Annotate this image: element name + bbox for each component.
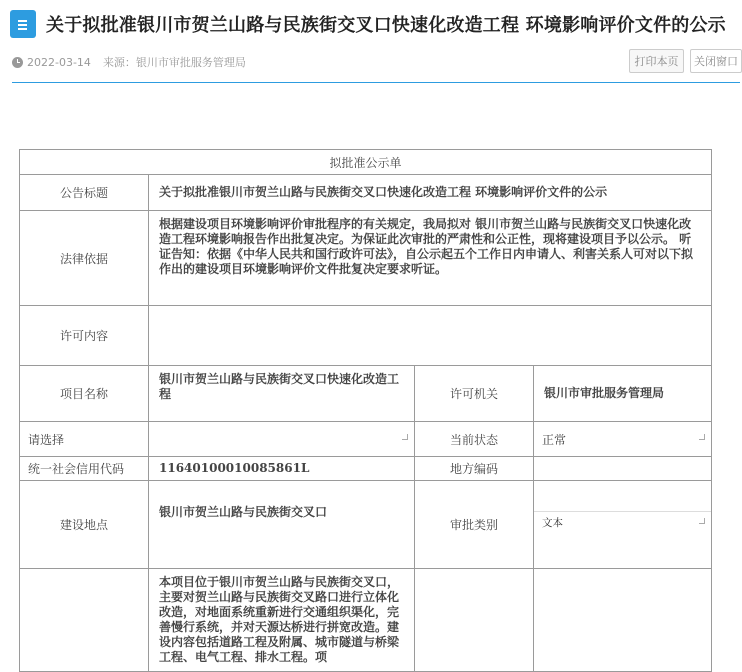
document-icon	[10, 10, 36, 38]
meta-line	[12, 54, 246, 70]
summary-value: 本项目位于银川市贺兰山路与民族街交叉口，主要对贺兰山路与民族街交叉路口进行立体化改造，对地面系统重新进行交通组织渠化，完善慢行系统，并对天源达桥进行拼宽改造。建设内容包括道路工程及附属、城市隧道与桥梁工程、电气工程、排水工程。项	[149, 569, 415, 672]
title-label: 公告标题	[20, 175, 149, 211]
clock-icon	[12, 57, 23, 68]
print-button[interactable]: 打印本页	[629, 49, 684, 73]
approval-type-value: 文本	[542, 517, 563, 529]
credit-code-label: 统一社会信用代码	[20, 457, 149, 481]
title-bar	[10, 8, 740, 40]
resize-corner-icon	[699, 518, 705, 524]
summary-empty-cell	[415, 569, 534, 672]
category-select-arrow-cell[interactable]	[149, 422, 415, 457]
resize-corner-icon	[699, 434, 705, 440]
status-select[interactable]	[534, 422, 712, 457]
permit-content-label: 许可内容	[20, 306, 149, 366]
region-code-label: 地方编码	[415, 457, 534, 481]
region-code-value	[534, 457, 712, 481]
title-value: 关于拟批准银川市贺兰山路与民族街交叉口快速化改造工程 环境影响评价文件的公示	[149, 175, 712, 211]
notice-caption: 拟批准公示单	[20, 150, 712, 175]
status-label: 当前状态	[415, 422, 534, 457]
resize-corner-icon	[402, 434, 408, 440]
basis-value: 根据建设项目环境影响评价审批程序的有关规定，我局拟对 银川市贺兰山路与民族街交叉口快速化改造工程环境影响报告作出批复决定。为保证此次审批的严肃性和公正性，现将建设项目予以公示。 听证告知：依据《中华人民共和国行政许可法》，自公示起五个工作日内申请人、利害关系人可对以下拟作出的建设项目环境影响评价文件批复决定要求听证。	[149, 211, 712, 306]
status-value: 正常	[542, 432, 567, 447]
authority-label: 许可机关	[415, 366, 534, 422]
summary-empty-cell-2	[534, 569, 712, 672]
header-divider	[12, 82, 740, 83]
project-name-value: 银川市贺兰山路与民族街交叉口快速化改造工程	[149, 366, 415, 422]
basis-label: 法律依据	[20, 211, 149, 306]
location-label: 建设地点	[20, 481, 149, 569]
authority-value: 银川市审批服务管理局	[534, 366, 712, 422]
source-text: 来源：银川市审批服务管理局	[102, 56, 246, 69]
location-value: 银川市贺兰山路与民族街交叉口	[149, 481, 415, 569]
project-name-label: 项目名称	[20, 366, 149, 422]
permit-content-value	[149, 306, 712, 366]
close-window-button[interactable]: 关闭窗口	[690, 49, 742, 73]
approval-type-label: 审批类别	[415, 481, 534, 569]
publish-date: 2022-03-14	[27, 55, 91, 69]
notice-table	[19, 149, 712, 672]
approval-type-cell[interactable]	[534, 481, 712, 569]
credit-code-value: 11640100010085861L	[149, 457, 415, 481]
summary-label-cell	[20, 569, 149, 672]
category-select[interactable]	[20, 422, 149, 457]
select-placeholder: 请选择	[28, 432, 65, 447]
page-title: 关于拟批准银川市贺兰山路与民族街交叉口快速化改造工程 环境影响评价文件的公示	[46, 15, 726, 36]
approval-type-input[interactable]	[534, 511, 711, 533]
